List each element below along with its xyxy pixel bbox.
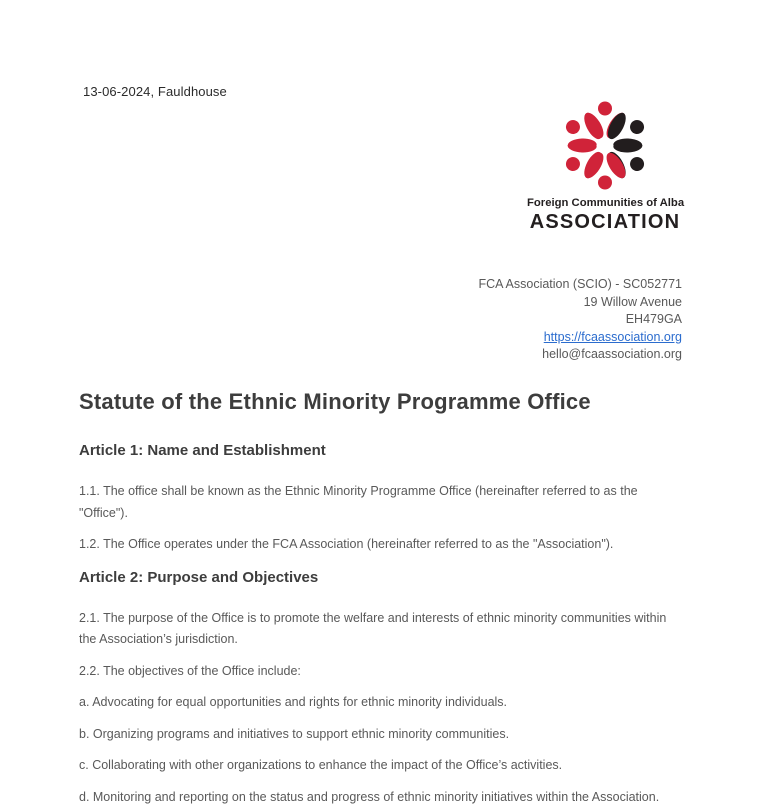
fca-flower-logo-icon bbox=[555, 97, 655, 194]
clause-1-1: 1.1. The office shall be known as the Ethnic Minority Programme Office (hereinafter referred to as the "Office"). bbox=[79, 484, 638, 520]
objective-item-d: d. Monitoring and reporting on the status and progress of ethnic minority initiatives within the Association. bbox=[79, 789, 660, 804]
article-2-heading: Article 2: Purpose and Objectives bbox=[79, 568, 319, 586]
email-address: hello@fcaassociation.org bbox=[542, 347, 682, 362]
clause-2-1: 2.1. The purpose of the Office is to promote the welfare and interests of ethnic minority communities within the Association’s jurisdiction. bbox=[79, 610, 667, 646]
postcode-line: EH479GA bbox=[625, 312, 682, 327]
street-address-line: 19 Willow Avenue bbox=[583, 294, 682, 309]
statute-body bbox=[79, 391, 683, 809]
objective-item-b: b. Organizing programs and initiatives to support ethnic minority communities. bbox=[79, 726, 510, 741]
website-link[interactable]: https://fcaassociation.org bbox=[543, 329, 682, 344]
organization-logo-block bbox=[527, 97, 683, 234]
clause-2-2: 2.2. The objectives of the Office include: bbox=[79, 663, 301, 678]
objective-item-c: c. Collaborating with other organizations to enhance the impact of the Office’s activities. bbox=[79, 758, 563, 772]
article-1-heading: Article 1: Name and Establishment bbox=[79, 442, 326, 459]
clause-1-2: 1.2. The Office operates under the FCA Association (hereinafter referred to as the "Association"). bbox=[79, 537, 614, 551]
date-location-line: 13-06-2024, Fauldhouse bbox=[83, 84, 227, 99]
document-title: Statute of the Ethnic Minority Programme Office bbox=[79, 389, 591, 414]
organization-type: ASSOCIATION bbox=[529, 211, 681, 233]
organization-name: Foreign Communities of Alba bbox=[527, 197, 685, 209]
objective-item-a: a. Advocating for equal opportunities and rights for ethnic minority individuals. bbox=[79, 695, 508, 709]
registration-line: FCA Association (SCIO) - SC052771 bbox=[478, 277, 682, 291]
contact-details-block bbox=[478, 276, 682, 364]
